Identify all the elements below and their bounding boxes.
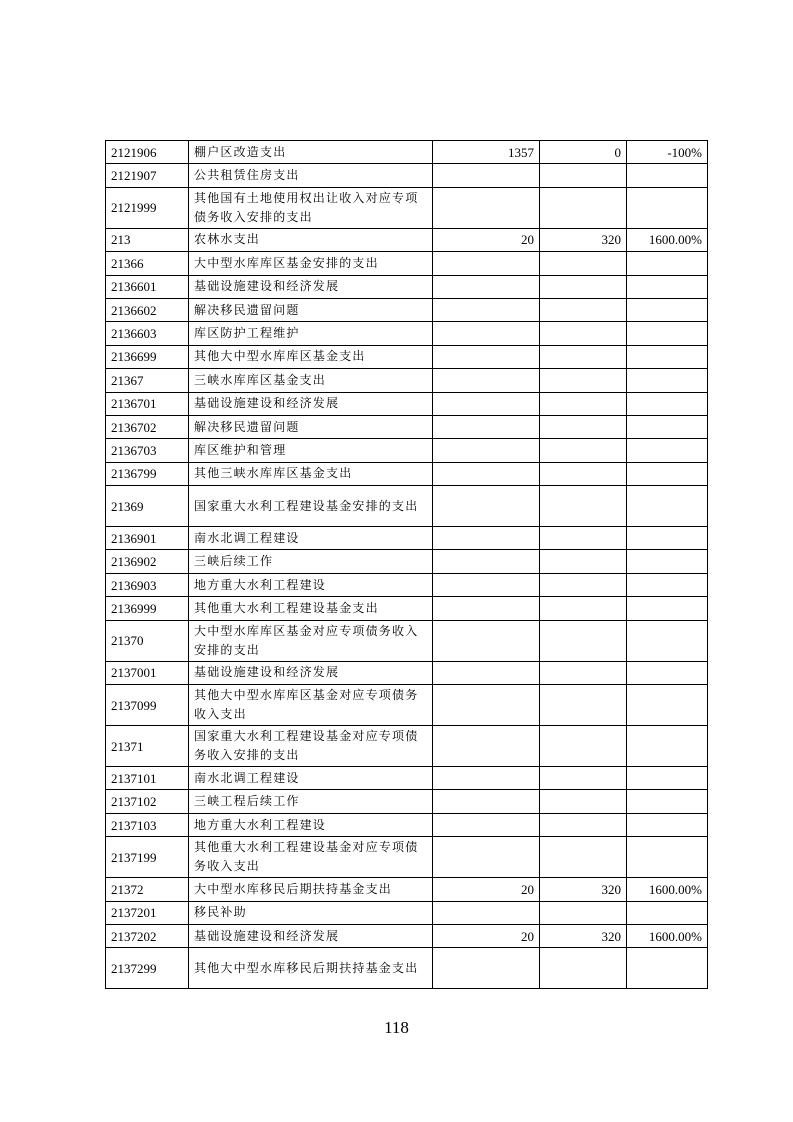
table-body (106, 141, 708, 989)
row-value-1-cell (433, 837, 540, 878)
row-code-cell: 2121907 (106, 164, 189, 187)
row-value-2-cell: 320 (540, 878, 627, 901)
row-change-cell (627, 948, 708, 989)
row-name-cell: 解决移民遗留问题 (189, 415, 433, 438)
row-value-2-cell (540, 275, 627, 298)
row-change-cell (627, 550, 708, 573)
row-code-cell: 2136601 (106, 275, 189, 298)
table-row (106, 878, 708, 901)
row-value-1-cell (433, 550, 540, 573)
row-change-cell: 1600.00% (627, 924, 708, 947)
row-value-2-cell (540, 813, 627, 836)
table-row (106, 813, 708, 836)
table-row (106, 275, 708, 298)
row-name-cell: 地方重大水利工程建设 (189, 573, 433, 596)
row-value-2-cell (540, 620, 627, 661)
table-row (106, 661, 708, 684)
row-value-1-cell: 20 (433, 924, 540, 947)
row-name-cell: 其他三峡水库库区基金支出 (189, 462, 433, 485)
table-row (106, 620, 708, 661)
row-value-2-cell (540, 369, 627, 392)
row-change-cell (627, 790, 708, 813)
row-change-cell (627, 369, 708, 392)
row-value-1-cell (433, 275, 540, 298)
row-value-2-cell (540, 767, 627, 790)
row-code-cell: 2136602 (106, 298, 189, 321)
page-number: 118 (384, 1018, 409, 1037)
row-value-2-cell (540, 901, 627, 924)
row-change-cell (627, 298, 708, 321)
row-code-cell: 2136702 (106, 415, 189, 438)
row-value-1-cell (433, 685, 540, 726)
row-code-cell: 21370 (106, 620, 189, 661)
row-name-cell: 大中型水库库区基金对应专项债务收入安排的支出 (189, 620, 433, 661)
row-change-cell (627, 597, 708, 620)
row-value-1-cell (433, 527, 540, 550)
row-value-1-cell (433, 620, 540, 661)
table-row (106, 767, 708, 790)
row-change-cell: 1600.00% (627, 228, 708, 251)
table-row (106, 726, 708, 767)
table-row (106, 573, 708, 596)
row-name-cell: 南水北调工程建设 (189, 767, 433, 790)
row-code-cell: 2137202 (106, 924, 189, 947)
row-name-cell: 棚户区改造支出 (189, 141, 433, 164)
row-change-cell (627, 439, 708, 462)
row-value-2-cell (540, 252, 627, 275)
row-name-cell: 其他重大水利工程建设基金对应专项债务收入支出 (189, 837, 433, 878)
row-code-cell: 2137201 (106, 901, 189, 924)
row-change-cell (627, 345, 708, 368)
row-code-cell: 21371 (106, 726, 189, 767)
row-code-cell: 2137299 (106, 948, 189, 989)
row-change-cell (627, 726, 708, 767)
row-code-cell: 213 (106, 228, 189, 251)
table-row (106, 924, 708, 947)
expenditure-table (105, 140, 708, 989)
row-value-1-cell (433, 439, 540, 462)
row-name-cell: 南水北调工程建设 (189, 527, 433, 550)
row-name-cell: 大中型水库库区基金安排的支出 (189, 252, 433, 275)
row-code-cell: 21369 (106, 486, 189, 527)
row-code-cell: 21366 (106, 252, 189, 275)
row-change-cell (627, 164, 708, 187)
row-change-cell: -100% (627, 141, 708, 164)
row-name-cell: 地方重大水利工程建设 (189, 813, 433, 836)
row-code-cell: 2136902 (106, 550, 189, 573)
row-change-cell (627, 620, 708, 661)
table-row (106, 527, 708, 550)
row-value-2-cell: 320 (540, 924, 627, 947)
row-value-2-cell (540, 527, 627, 550)
row-value-2-cell (540, 439, 627, 462)
row-value-2-cell (540, 298, 627, 321)
row-change-cell (627, 767, 708, 790)
row-value-1-cell: 1357 (433, 141, 540, 164)
row-value-1-cell (433, 392, 540, 415)
table-row (106, 901, 708, 924)
table-row (106, 462, 708, 485)
table-row (106, 486, 708, 527)
row-value-2-cell (540, 837, 627, 878)
row-value-2-cell (540, 685, 627, 726)
row-code-cell: 2121906 (106, 141, 189, 164)
row-change-cell (627, 527, 708, 550)
row-code-cell: 21367 (106, 369, 189, 392)
row-value-2-cell (540, 322, 627, 345)
row-name-cell: 移民补助 (189, 901, 433, 924)
row-name-cell: 国家重大水利工程建设基金对应专项债务收入安排的支出 (189, 726, 433, 767)
row-value-1-cell (433, 164, 540, 187)
row-value-1-cell (433, 187, 540, 228)
row-value-2-cell (540, 462, 627, 485)
row-code-cell: 21372 (106, 878, 189, 901)
row-name-cell: 基础设施建设和经济发展 (189, 924, 433, 947)
row-name-cell: 基础设施建设和经济发展 (189, 275, 433, 298)
row-value-2-cell: 0 (540, 141, 627, 164)
row-name-cell: 其他大中型水库库区基金支出 (189, 345, 433, 368)
row-value-1-cell: 20 (433, 228, 540, 251)
table-row (106, 369, 708, 392)
row-name-cell: 其他大中型水库库区基金对应专项债务收入支出 (189, 685, 433, 726)
row-value-1-cell (433, 415, 540, 438)
table-row (106, 141, 708, 164)
row-name-cell: 基础设施建设和经济发展 (189, 661, 433, 684)
row-change-cell (627, 573, 708, 596)
row-value-2-cell (540, 392, 627, 415)
row-value-2-cell (540, 661, 627, 684)
row-value-1-cell (433, 661, 540, 684)
row-name-cell: 三峡水库库区基金支出 (189, 369, 433, 392)
row-change-cell (627, 415, 708, 438)
row-change-cell (627, 462, 708, 485)
row-code-cell: 2137001 (106, 661, 189, 684)
row-name-cell: 解决移民遗留问题 (189, 298, 433, 321)
table-row (106, 439, 708, 462)
row-name-cell: 其他国有土地使用权出让收入对应专项债务收入安排的支出 (189, 187, 433, 228)
table-row (106, 685, 708, 726)
row-value-2-cell (540, 164, 627, 187)
table-row (106, 252, 708, 275)
table-row (106, 322, 708, 345)
row-value-1-cell (433, 252, 540, 275)
row-value-1-cell (433, 790, 540, 813)
row-code-cell: 2136999 (106, 597, 189, 620)
table-row (106, 837, 708, 878)
row-code-cell: 2121999 (106, 187, 189, 228)
row-value-1-cell (433, 767, 540, 790)
row-code-cell: 2136799 (106, 462, 189, 485)
row-code-cell: 2137103 (106, 813, 189, 836)
row-code-cell: 2137102 (106, 790, 189, 813)
row-name-cell: 大中型水库移民后期扶持基金支出 (189, 878, 433, 901)
row-code-cell: 2136901 (106, 527, 189, 550)
row-change-cell (627, 901, 708, 924)
row-name-cell: 库区维护和管理 (189, 439, 433, 462)
row-value-1-cell (433, 813, 540, 836)
row-value-2-cell (540, 948, 627, 989)
table-row (106, 790, 708, 813)
table-row (106, 187, 708, 228)
row-name-cell: 其他大中型水库移民后期扶持基金支出 (189, 948, 433, 989)
row-value-1-cell: 20 (433, 878, 540, 901)
row-value-1-cell (433, 322, 540, 345)
row-name-cell: 公共租赁住房支出 (189, 164, 433, 187)
row-value-1-cell (433, 948, 540, 989)
row-value-2-cell (540, 187, 627, 228)
row-value-1-cell (433, 369, 540, 392)
table-row (106, 948, 708, 989)
row-code-cell: 2137101 (106, 767, 189, 790)
row-value-2-cell (540, 550, 627, 573)
table-row (106, 228, 708, 251)
row-value-1-cell (433, 726, 540, 767)
table-row (106, 597, 708, 620)
row-change-cell (627, 252, 708, 275)
row-value-2-cell (540, 790, 627, 813)
row-change-cell (627, 322, 708, 345)
row-value-1-cell (433, 901, 540, 924)
row-name-cell: 其他重大水利工程建设基金支出 (189, 597, 433, 620)
table-row (106, 298, 708, 321)
row-name-cell: 三峡后续工作 (189, 550, 433, 573)
row-value-1-cell (433, 597, 540, 620)
row-value-1-cell (433, 573, 540, 596)
row-value-2-cell (540, 726, 627, 767)
row-value-2-cell (540, 573, 627, 596)
row-change-cell (627, 661, 708, 684)
row-value-1-cell (433, 486, 540, 527)
row-value-1-cell (433, 345, 540, 368)
row-change-cell (627, 837, 708, 878)
row-code-cell: 2136701 (106, 392, 189, 415)
row-value-2-cell (540, 486, 627, 527)
table-row (106, 415, 708, 438)
row-code-cell: 2136703 (106, 439, 189, 462)
row-name-cell: 基础设施建设和经济发展 (189, 392, 433, 415)
row-value-1-cell (433, 298, 540, 321)
row-change-cell: 1600.00% (627, 878, 708, 901)
row-name-cell: 农林水支出 (189, 228, 433, 251)
row-value-2-cell: 320 (540, 228, 627, 251)
row-name-cell: 三峡工程后续工作 (189, 790, 433, 813)
row-code-cell: 2136699 (106, 345, 189, 368)
row-value-1-cell (433, 462, 540, 485)
table-row (106, 392, 708, 415)
row-change-cell (627, 275, 708, 298)
row-change-cell (627, 187, 708, 228)
row-change-cell (627, 813, 708, 836)
row-change-cell (627, 685, 708, 726)
table-row (106, 164, 708, 187)
row-code-cell: 2136603 (106, 322, 189, 345)
row-code-cell: 2137199 (106, 837, 189, 878)
row-code-cell: 2137099 (106, 685, 189, 726)
row-change-cell (627, 486, 708, 527)
row-name-cell: 库区防护工程维护 (189, 322, 433, 345)
row-change-cell (627, 392, 708, 415)
row-name-cell: 国家重大水利工程建设基金安排的支出 (189, 486, 433, 527)
row-value-2-cell (540, 345, 627, 368)
table-row (106, 345, 708, 368)
row-code-cell: 2136903 (106, 573, 189, 596)
table-row (106, 550, 708, 573)
row-value-2-cell (540, 597, 627, 620)
row-value-2-cell (540, 415, 627, 438)
